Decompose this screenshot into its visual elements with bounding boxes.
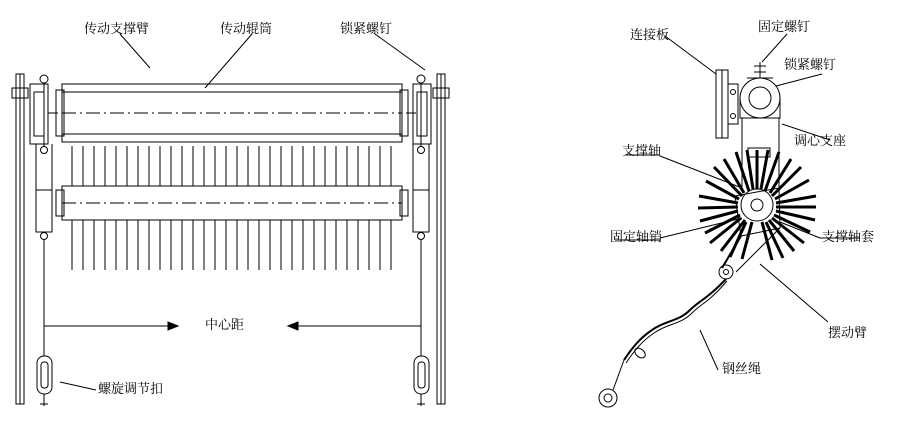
bristles-upper (72, 146, 391, 186)
radial-bristles (698, 150, 816, 260)
label-drive-support-arm: 传动支撑臂 (84, 21, 150, 36)
label-wire-rope: 钢丝绳 (722, 361, 762, 376)
front-view-group (12, 34, 449, 406)
turnbuckle-right (414, 348, 429, 406)
label-drive-roller: 传动辊筒 (220, 21, 273, 36)
label-connecting-plate: 连接板 (630, 27, 670, 42)
label-swing-arm: 摆动臂 (828, 325, 868, 340)
label-support-bushing: 支撑轴套 (822, 229, 875, 244)
label-locking-screw-side: 锁紧螺钉 (784, 57, 837, 72)
label-fixing-screw: 固定螺钉 (758, 19, 811, 34)
label-self-aligning-seat: 调心支座 (794, 133, 847, 148)
side-view-group (599, 34, 860, 407)
bristles-lower (72, 220, 391, 270)
label-fixing-pin: 固定轴销 (610, 229, 663, 244)
turnbuckle-left (37, 348, 52, 406)
label-center-distance: 中心距 (205, 317, 245, 332)
label-support-shaft: 支撑轴 (622, 143, 662, 158)
label-screw-adjuster: 螺旋调节扣 (98, 381, 164, 396)
label-locking-screw-front: 锁紧螺钉 (340, 21, 393, 36)
